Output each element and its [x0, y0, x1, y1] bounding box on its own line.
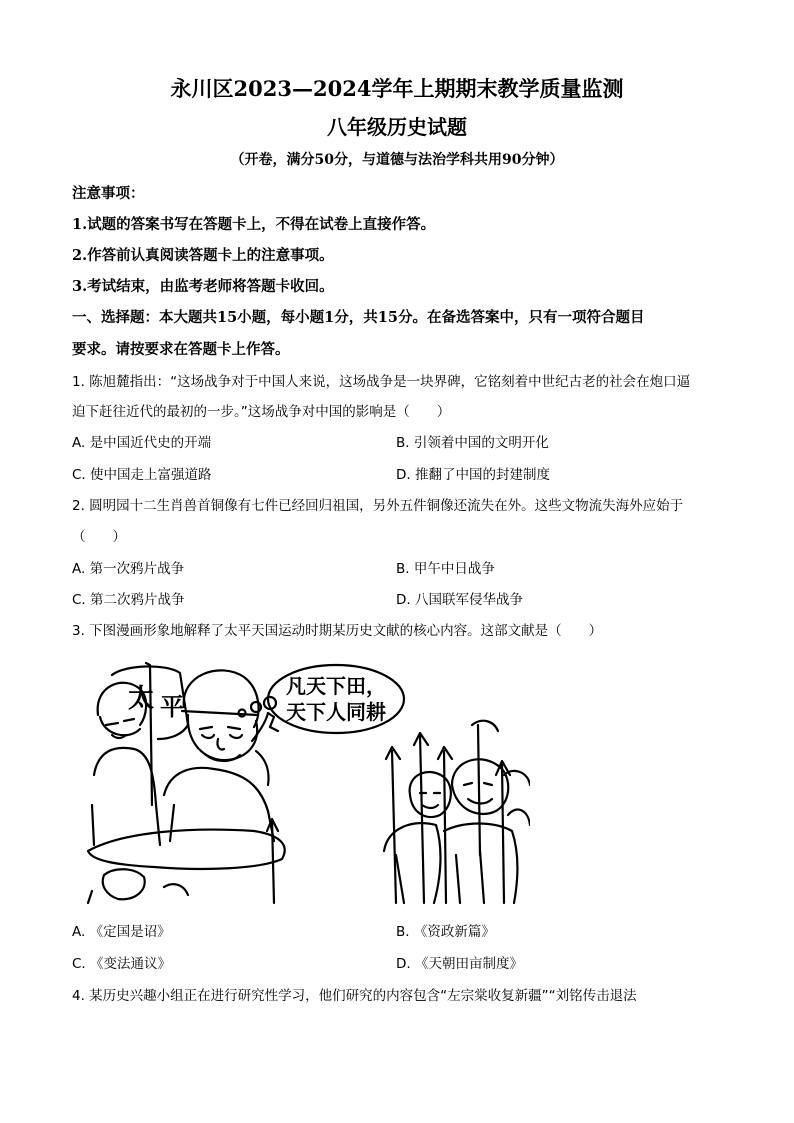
- note-item: 3.考试结束，由监考老师将答题卡收回。: [72, 278, 334, 295]
- question-3-option-a: A. 《定国是诏》: [72, 924, 171, 940]
- note-item: 2.作答前认真阅读答题卡上的注意事项。: [72, 247, 334, 264]
- section-instructions-cont: 要求。请按要求在答题卡上作答。: [72, 341, 290, 358]
- question-2-option-c: C. 第二次鸦片战争: [72, 592, 185, 608]
- question-1-stem: 1. 陈旭麓指出：“这场战争对于中国人来说，这场战争是一块界碑，它铭刻着中世纪古老的社会在炮口逼: [72, 374, 691, 390]
- question-3-stem: 3. 下图漫画形象地解释了太平天国运动时期某历史文献的核心内容。这部文献是（ ）: [72, 623, 603, 639]
- question-3-option-d: D. 《天朝田亩制度》: [396, 956, 523, 972]
- question-4-stem: 4. 某历史兴趣小组正在进行研究性学习，他们研究的内容包含“左宗棠收复新疆”“刘铭传击退法: [72, 988, 637, 1004]
- note-item: 1.试题的答案书写在答题卡上，不得在试卷上直接作答。: [72, 216, 436, 233]
- exam-title: 永川区2023—2024学年上期期末教学质量监测: [170, 76, 624, 101]
- banner-char-1: 太: [128, 684, 155, 714]
- bubble-text-line-2: 天下人同耕: [286, 700, 386, 724]
- taiping-cartoon: [84, 655, 530, 905]
- question-2-stem: 2. 圆明园十二生肖兽首铜像有七件已经回归祖国，另外五件铜像还流失在外。这些文物流失海外应始于: [72, 498, 684, 514]
- banner-char-2: 平: [160, 692, 184, 721]
- notes-heading: 注意事项：: [72, 185, 145, 202]
- question-2-option-b: B. 甲午中日战争: [396, 561, 495, 577]
- question-1-option-a: A. 是中国近代史的开端: [72, 435, 212, 451]
- question-3-option-c: C. 《变法通议》: [72, 956, 172, 972]
- exam-subject: 八年级历史试题: [327, 115, 467, 139]
- bubble-text-line-1: 凡天下田，: [286, 674, 386, 698]
- question-2-option-d: D. 八国联军侵华战争: [396, 592, 523, 608]
- question-1-option-b: B. 引领着中国的文明开化: [396, 435, 549, 451]
- question-2-option-a: A. 第一次鸦片战争: [72, 561, 185, 577]
- section-instructions: 一、选择题：本大题共15小题，每小题1分，共15分。在备选答案中，只有一项符合题目: [72, 309, 645, 326]
- exam-info: （开卷，满分50分，与道德与法治学科共用90分钟）: [230, 152, 564, 168]
- question-2-stem-cont: （ ）: [72, 529, 126, 545]
- question-1-option-d: D. 推翻了中国的封建制度: [396, 467, 550, 483]
- question-1-stem-cont: 迫下赶往近代的最初的一步。”这场战争对中国的影响是（ ）: [72, 404, 451, 420]
- question-1-option-c: C. 使中国走上富强道路: [72, 467, 212, 483]
- question-3-option-b: B. 《资政新篇》: [396, 924, 495, 940]
